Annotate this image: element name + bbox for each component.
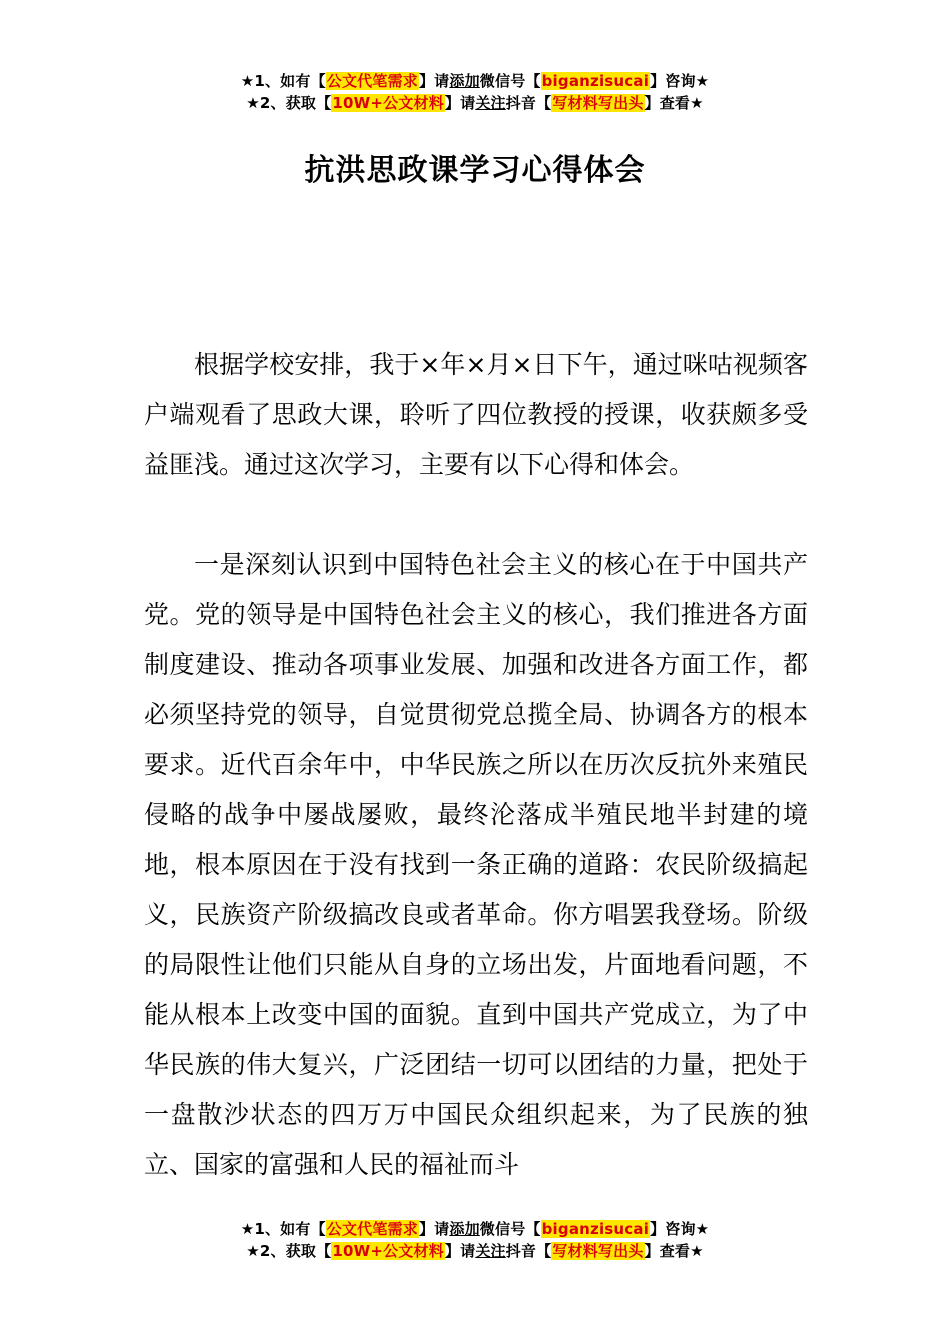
notice-text: 抖音【 <box>505 94 552 112</box>
notice-underlined-text: 关注 <box>475 94 506 112</box>
notice-text: 】查看★ <box>644 1242 704 1260</box>
footer-notice <box>0 1218 950 1262</box>
notice-text: 】咨询★ <box>650 1220 710 1238</box>
notice-text: 】请 <box>444 94 476 112</box>
notice-text: 】查看★ <box>644 94 704 112</box>
notice-underlined-text: 添加 <box>449 72 480 90</box>
highlight-materials: 10W+公文材料 <box>332 94 444 112</box>
notice-text: 】咨询★ <box>650 72 710 90</box>
highlight-wechat-id: biganzisucai <box>541 1220 650 1238</box>
notice-text: 】请 <box>418 72 450 90</box>
highlight-materials: 10W+公文材料 <box>332 1242 444 1260</box>
notice-text: 抖音【 <box>505 1242 552 1260</box>
highlight-wechat-id: biganzisucai <box>541 72 650 90</box>
paragraph-point-one: 一是深刻认识到中国特色社会主义的核心在于中国共产党。党的领导是中国特色社会主义的核心，我们推进各方面制度建设、推动各项事业发展、加强和改进各方面工作，都必须坚持党的领导，自觉贯彻党总揽全局、协调各方的根本要求。近代百余年中，中华民族之所以在历次反抗外来殖民侵略的战争中屡战屡败，最终沦落成半殖民地半封建的境地，根本原因在于没有找到一条正确的道路：农民阶级搞起义，民族资产阶级搞改良或者革命。你方唱罢我登场。阶级的局限性让他们只能从自身的立场出发，片面地看问题，不能从根本上改变中国的面貌。直到中国共产党成立，为了中华民族的伟大复兴，广泛团结一切可以团结的力量，把处于一盘散沙状态的四万万中国民众组织起来，为了民族的独立、国家的富强和人民的福祉而斗 <box>144 550 808 1179</box>
header-notice <box>0 70 950 114</box>
highlight-douyin-account: 写材料写出头 <box>552 1242 644 1260</box>
notice-text: ★2、获取【 <box>246 94 332 112</box>
notice-text: ★1、如有【 <box>240 72 326 90</box>
document-title: 抗洪思政课学习心得体会 <box>304 153 646 188</box>
paragraph-intro: 根据学校安排，我于×年×月×日下午，通过咪咕视频客户端观看了思政大课，聆听了四位教授的授课，收获颇多受益匪浅。通过这次学习，主要有以下心得和体会。 <box>144 350 808 479</box>
highlight-ghostwriting-service: 公文代笔需求 <box>326 1220 418 1238</box>
footer-notice-line-2 <box>0 1240 950 1262</box>
notice-underlined-text: 关注 <box>475 1242 506 1260</box>
notice-text: 微信号【 <box>479 1220 541 1238</box>
notice-text: ★1、如有【 <box>240 1220 326 1238</box>
notice-text: 微信号【 <box>479 72 541 90</box>
footer-notice-line-1 <box>0 1218 950 1240</box>
header-notice-line-1 <box>0 70 950 92</box>
highlight-douyin-account: 写材料写出头 <box>552 94 644 112</box>
notice-underlined-text: 添加 <box>449 1220 480 1238</box>
header-notice-line-2 <box>0 92 950 114</box>
notice-text: 】请 <box>444 1242 476 1260</box>
notice-text: 】请 <box>418 1220 450 1238</box>
notice-text: ★2、获取【 <box>246 1242 332 1260</box>
highlight-ghostwriting-service: 公文代笔需求 <box>326 72 418 90</box>
